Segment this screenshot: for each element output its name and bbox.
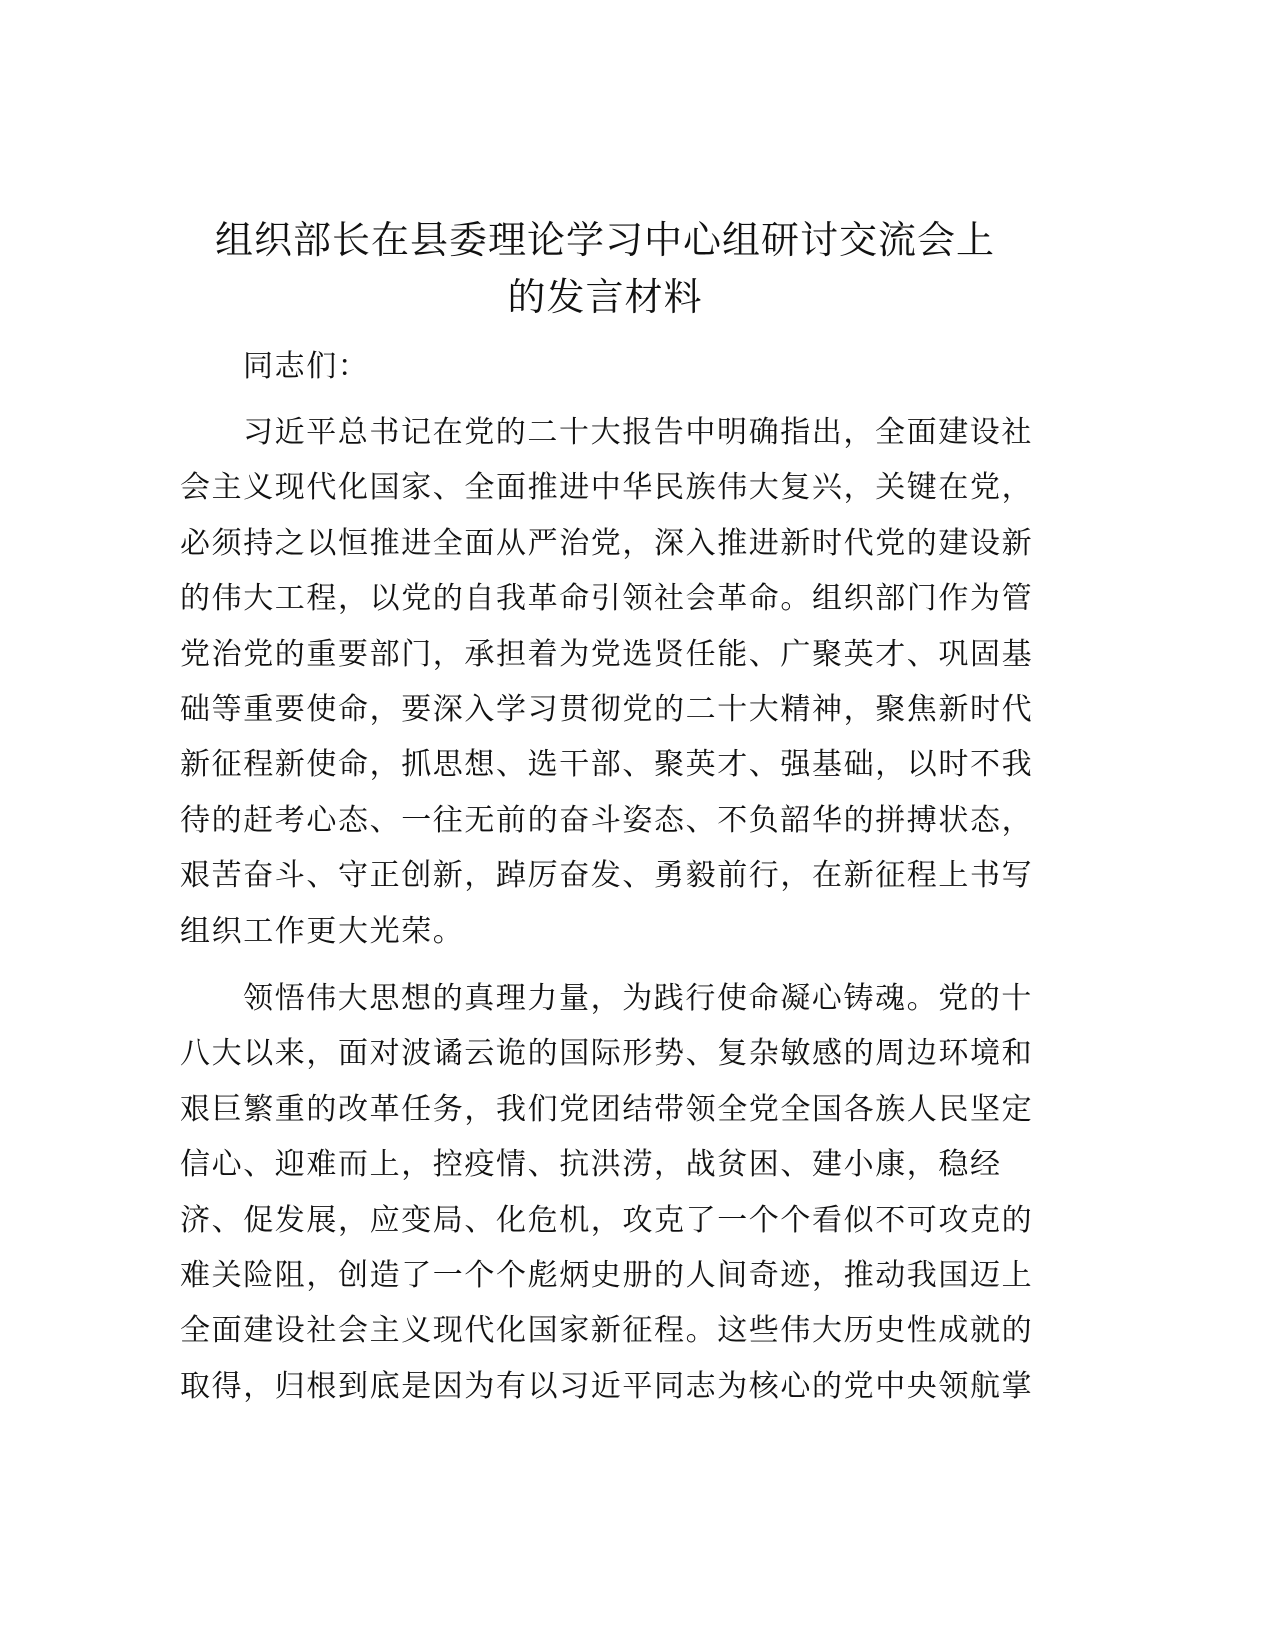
paragraph-1-line: 待的赶考心态、一往无前的奋斗姿态、不负韶华的拼搏状态， xyxy=(180,802,1034,838)
paragraph-2-line: 信心、迎难而上，控疫情、抗洪涝，战贫困、建小康，稳经 xyxy=(180,1147,1002,1183)
document-title-line-1: 组织部长在县委理论学习中心组研讨交流会上 xyxy=(214,218,995,262)
document-title-line-2: 的发言材料 xyxy=(507,275,703,319)
paragraph-1-line: 党治党的重要部门，承担着为党选贤任能、广聚英才、巩固基 xyxy=(180,636,1034,672)
paragraph-1-line: 新征程新使命，抓思想、选干部、聚英才、强基础，以时不我 xyxy=(180,747,1034,783)
paragraph-1-line: 艰苦奋斗、守正创新，踔厉奋发、勇毅前行，在新征程上书写 xyxy=(180,858,1034,894)
paragraph-2-line: 八大以来，面对波谲云诡的国际形势、复杂敏感的周边环境和 xyxy=(180,1036,1034,1072)
paragraph-1-line: 的伟大工程，以党的自我革命引领社会革命。组织部门作为管 xyxy=(180,581,1034,617)
paragraph-2-line: 领悟伟大思想的真理力量，为践行使命凝心铸魂。党的十 xyxy=(243,981,1033,1016)
paragraph-1-line: 础等重要使命，要深入学习贯彻党的二十大精神，聚焦新时代 xyxy=(180,692,1034,727)
paragraph-2-line: 难关险阻，创造了一个个彪炳史册的人间奇迹，推动我国迈上 xyxy=(180,1258,1034,1293)
paragraph-1-line: 会主义现代化国家、全面推进中华民族伟大复兴，关键在党， xyxy=(180,470,1034,506)
paragraph-2-line: 取得，归根到底是因为有以习近平同志为核心的党中央领航掌 xyxy=(180,1368,1034,1404)
paragraph-2-line: 济、促发展，应变局、化危机，攻克了一个个看似不可攻克的 xyxy=(180,1202,1034,1238)
paragraph-2-line: 全面建设社会主义现代化国家新征程。这些伟大历史性成就的 xyxy=(180,1313,1034,1349)
paragraph-1-line: 习近平总书记在党的二十大报告中明确指出，全面建设社 xyxy=(243,415,1033,450)
paragraph-1-line: 组织工作更大光荣。 xyxy=(180,913,465,949)
greeting: 同志们： xyxy=(243,349,370,384)
paragraph-2-line: 艰巨繁重的改革任务，我们党团结带领全党全国各族人民坚定 xyxy=(180,1091,1034,1127)
paragraph-1-line: 必须持之以恒推进全面从严治党，深入推进新时代党的建设新 xyxy=(180,525,1034,561)
